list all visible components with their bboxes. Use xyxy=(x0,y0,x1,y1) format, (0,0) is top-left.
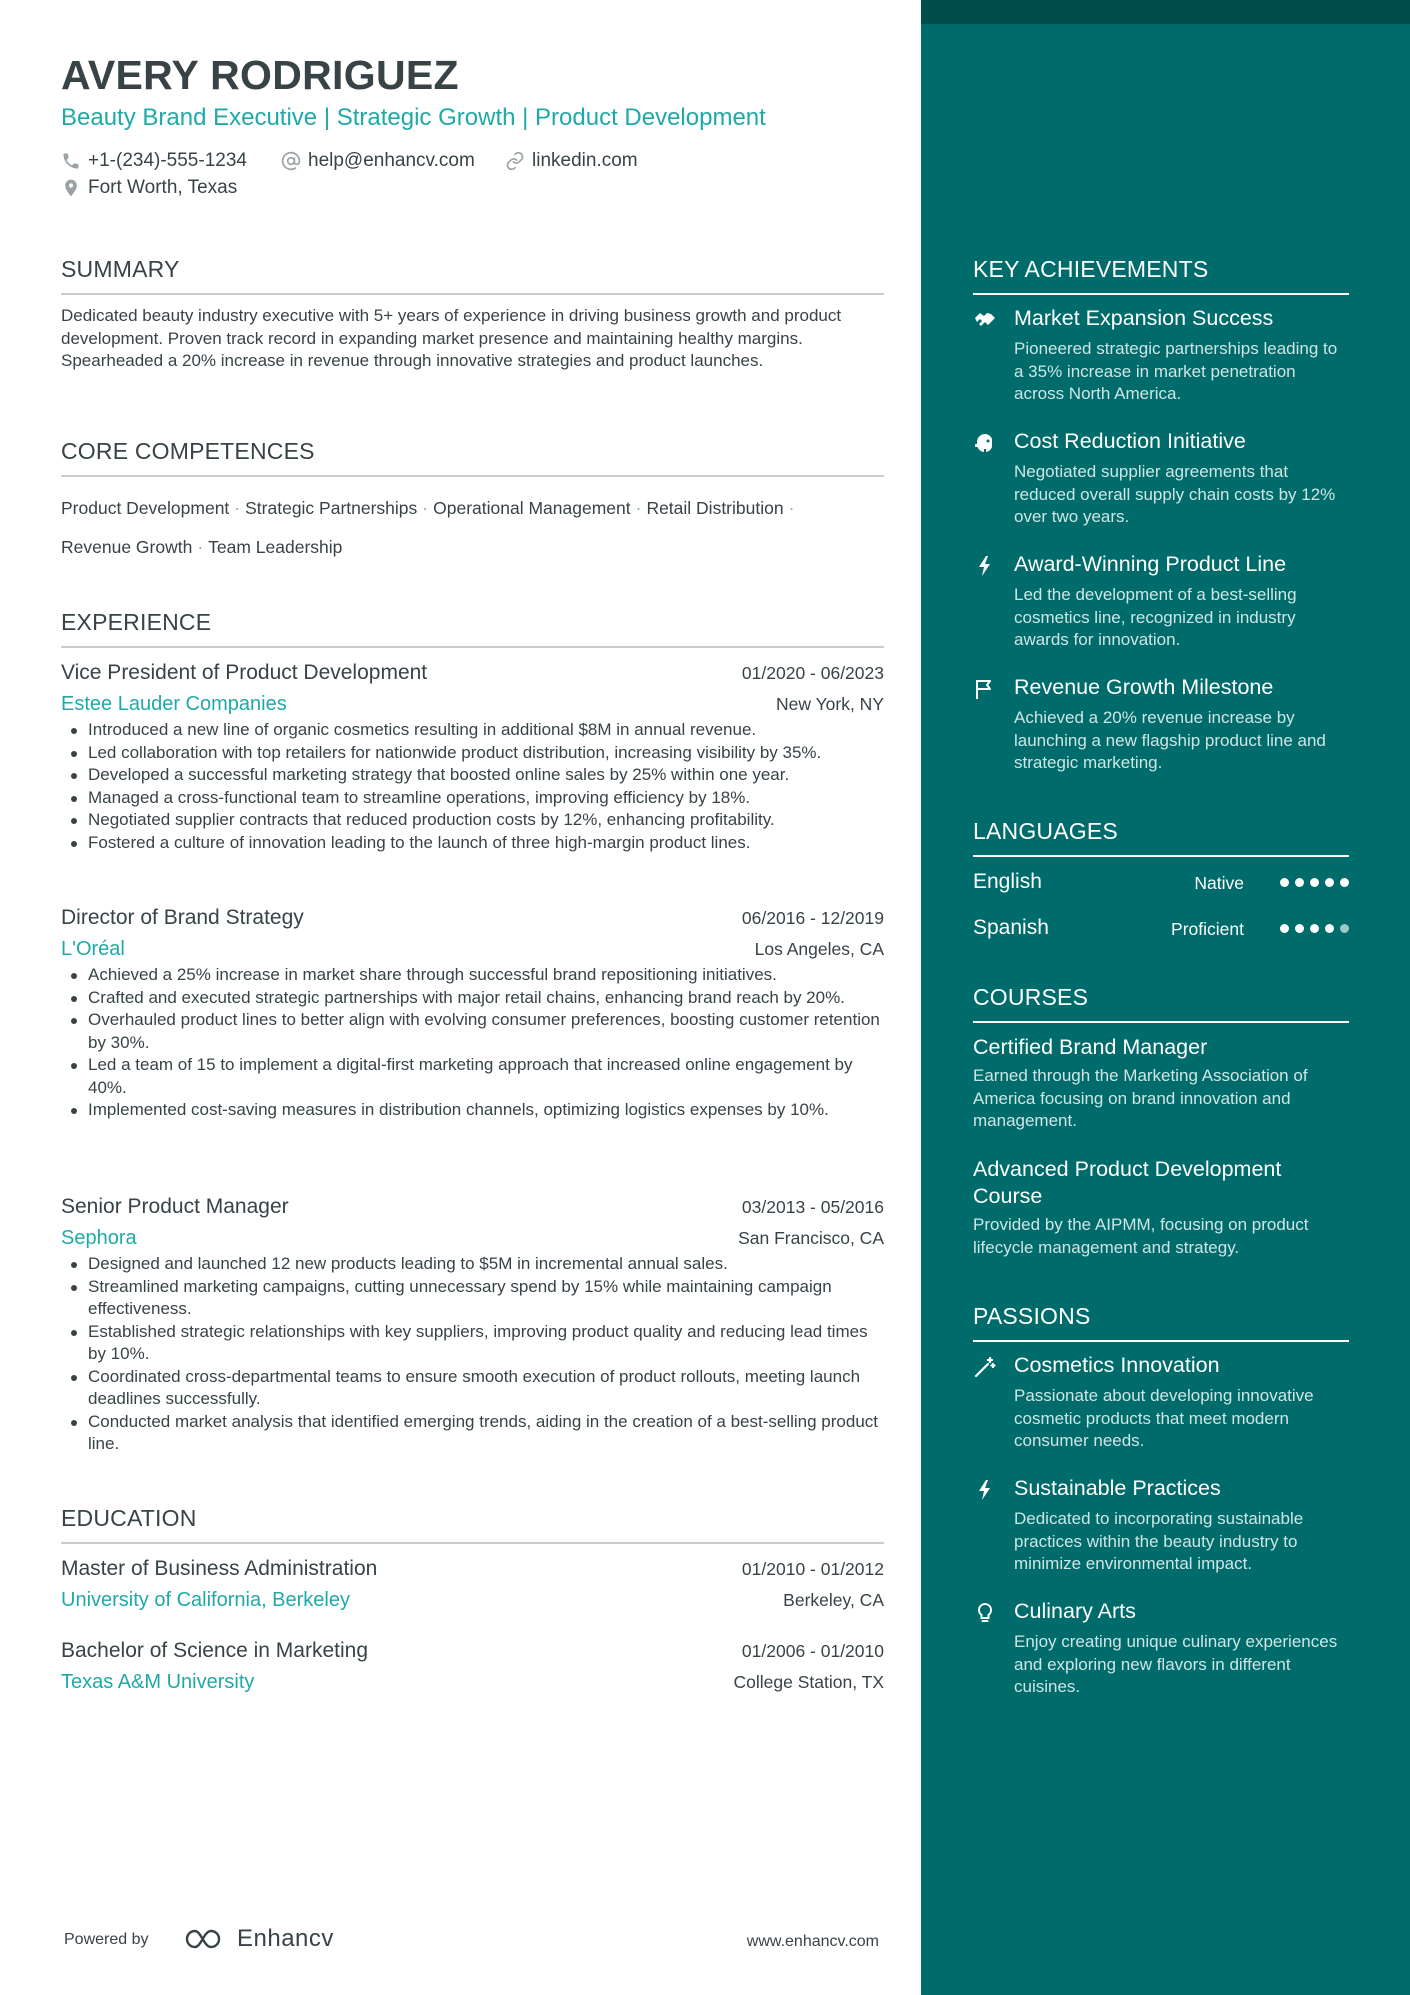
job-entry xyxy=(61,661,884,854)
courses-heading: COURSES xyxy=(973,984,1349,1023)
rating-dot xyxy=(1280,878,1289,887)
achievement-title: Market Expansion Success xyxy=(1014,306,1274,330)
summary-section xyxy=(61,256,884,373)
bullet-item: Fostered a culture of innovation leading to the launch of three high-margin product lines. xyxy=(61,832,884,855)
bullet-item: Streamlined marketing campaigns, cutting unnecessary spend by 15% while maintaining campaign effectiveness. xyxy=(61,1276,884,1321)
rating-dot xyxy=(1325,878,1334,887)
skill-item: Team Leadership xyxy=(208,537,343,557)
school-name: University of California, Berkeley xyxy=(61,1589,350,1611)
piggy-bank-icon xyxy=(973,431,997,455)
link-icon xyxy=(505,151,525,171)
passion-title: Cosmetics Innovation xyxy=(1014,1353,1220,1377)
passion-title: Culinary Arts xyxy=(1014,1599,1136,1623)
courses-section xyxy=(973,984,1349,1023)
course-item xyxy=(973,1156,1349,1259)
achievements-section xyxy=(973,256,1349,295)
languages-section xyxy=(973,818,1349,857)
passion-desc: Enjoy creating unique culinary experiences and exploring new flavors in different cuisines. xyxy=(1014,1632,1338,1696)
language-rating xyxy=(1280,878,1349,887)
language-rating xyxy=(1280,924,1349,933)
rating-dot xyxy=(1310,924,1319,933)
job-title: Senior Product Manager xyxy=(61,1195,289,1218)
skill-item: Operational Management xyxy=(433,498,631,518)
bullet-item: Designed and launched 12 new products leading to $5M in incremental annual sales. xyxy=(61,1253,884,1276)
language-item xyxy=(973,916,1349,946)
linkedin-text: linkedin.com xyxy=(532,150,638,171)
skills-list: Product Development · Strategic Partnerships · Operational Management · Retail Distribution · Revenue Growth · Team Leadership xyxy=(61,498,795,557)
bullet-item: Managed a cross-functional team to streamline operations, improving efficiency by 18%. xyxy=(61,787,884,810)
education-entry xyxy=(61,1557,884,1612)
achievement-desc: Negotiated supplier agreements that reduced overall supply chain costs by 12% over two years. xyxy=(1014,462,1336,526)
course-item xyxy=(973,1034,1349,1133)
job-company: Estee Lauder Companies xyxy=(61,693,287,715)
achievement-item xyxy=(973,306,1349,406)
school-location: College Station, TX xyxy=(733,1672,884,1692)
passions-heading: PASSIONS xyxy=(973,1303,1349,1342)
rating-dot xyxy=(1310,878,1319,887)
achievement-desc: Achieved a 20% revenue increase by launching a new flagship product line and strategic marketing. xyxy=(1014,708,1326,772)
website-link[interactable]: www.enhancv.com xyxy=(746,1933,879,1950)
phone-icon xyxy=(61,151,81,171)
job-location: New York, NY xyxy=(776,694,884,714)
bullet-item: Developed a successful marketing strategy that boosted online sales by 25% within one year. xyxy=(61,764,884,787)
contact-linkedin[interactable] xyxy=(505,150,638,172)
candidate-name: AVERY RODRIGUEZ xyxy=(61,52,459,98)
bolt-icon xyxy=(973,554,997,578)
skill-item: Retail Distribution xyxy=(646,498,784,518)
passions-section xyxy=(973,1303,1349,1342)
job-bullets xyxy=(61,1253,884,1456)
skill-item: Revenue Growth xyxy=(61,537,193,557)
language-name: Spanish xyxy=(973,916,1049,939)
course-desc: Provided by the AIPMM, focusing on product lifecycle management and strategy. xyxy=(973,1215,1309,1257)
bullet-item: Introduced a new line of organic cosmetics resulting in additional $8M in annual revenue. xyxy=(61,719,884,742)
job-company: Sephora xyxy=(61,1227,137,1249)
rating-dot xyxy=(1295,924,1304,933)
bolt-icon xyxy=(973,1478,997,1502)
language-name: English xyxy=(973,870,1042,893)
passion-item xyxy=(973,1599,1349,1699)
course-title: Certified Brand Manager xyxy=(973,1035,1208,1059)
passion-item xyxy=(973,1476,1349,1576)
handshake-icon xyxy=(973,308,997,332)
achievement-title: Award-Winning Product Line xyxy=(1014,552,1287,576)
job-bullets xyxy=(61,719,884,854)
candidate-headline: Beauty Brand Executive | Strategic Growth | Product Development xyxy=(61,104,766,131)
bullet-item: Coordinated cross-departmental teams to ensure smooth execution of product rollouts, meeting launch deadlines successfully. xyxy=(61,1366,884,1411)
passion-item xyxy=(973,1353,1349,1453)
location-text: Fort Worth, Texas xyxy=(88,177,238,198)
rating-dot xyxy=(1295,878,1304,887)
rating-dot xyxy=(1325,924,1334,933)
bullet-item: Established strategic relationships with key suppliers, improving product quality and reducing lead times by 10%. xyxy=(61,1321,884,1366)
enhancv-logo-icon xyxy=(183,1926,229,1952)
experience-heading: EXPERIENCE xyxy=(61,609,884,648)
achievement-item xyxy=(973,429,1349,529)
skill-item: Product Development xyxy=(61,498,230,518)
achievement-title: Revenue Growth Milestone xyxy=(1014,675,1274,699)
education-dates: 01/2006 - 01/2010 xyxy=(741,1641,884,1661)
experience-section xyxy=(61,609,884,648)
school-location: Berkeley, CA xyxy=(783,1590,884,1610)
job-title: Vice President of Product Development xyxy=(61,661,428,684)
degree-title: Bachelor of Science in Marketing xyxy=(61,1639,368,1662)
enhancv-logo[interactable] xyxy=(183,1925,334,1953)
competences-section xyxy=(61,438,884,567)
job-entry xyxy=(61,1195,884,1456)
bullet-item: Crafted and executed strategic partnerships with major retail chains, enhancing brand reach by 20%. xyxy=(61,987,884,1010)
rating-dot xyxy=(1340,878,1349,887)
bullet-item: Led a team of 15 to implement a digital-first marketing approach that increased online engagement by 40%. xyxy=(61,1054,884,1099)
skill-item: Strategic Partnerships xyxy=(245,498,418,518)
bullet-item: Led collaboration with top retailers for nationwide product distribution, increasing visibility by 35%. xyxy=(61,742,884,765)
magic-wand-icon xyxy=(973,1355,997,1379)
rating-dot xyxy=(1280,924,1289,933)
bullet-item: Negotiated supplier contracts that reduced production costs by 12%, enhancing profitability. xyxy=(61,809,884,832)
powered-by-label: Powered by xyxy=(64,1931,149,1948)
course-desc: Earned through the Marketing Association of America focusing on brand innovation and management. xyxy=(973,1066,1308,1130)
course-title: Advanced Product Development Course xyxy=(973,1157,1282,1208)
email-text: help@enhancv.com xyxy=(308,150,475,171)
job-bullets xyxy=(61,964,884,1122)
bullet-item: Conducted market analysis that identified emerging trends, aiding in the creation of a best-selling product line. xyxy=(61,1411,884,1456)
job-dates: 01/2020 - 06/2023 xyxy=(741,663,884,683)
language-level: Proficient xyxy=(1171,919,1244,939)
rating-dot xyxy=(1340,924,1349,933)
lightbulb-icon xyxy=(973,1601,997,1625)
job-dates: 03/2013 - 05/2016 xyxy=(741,1197,884,1217)
location-pin-icon xyxy=(61,178,81,198)
school-name: Texas A&M University xyxy=(61,1671,255,1693)
job-company: L'Oréal xyxy=(61,938,125,960)
bullet-item: Implemented cost-saving measures in distribution channels, optimizing logistics expenses by 10%. xyxy=(61,1099,884,1122)
flag-icon xyxy=(973,677,997,701)
contact-location xyxy=(61,177,237,199)
education-entry xyxy=(61,1639,884,1694)
education-heading: EDUCATION xyxy=(61,1505,884,1544)
achievement-item xyxy=(973,675,1349,775)
competences-heading: CORE COMPETENCES xyxy=(61,438,884,477)
achievement-desc: Led the development of a best-selling cosmetics line, recognized in industry awards for innovation. xyxy=(1014,585,1297,649)
job-location: San Francisco, CA xyxy=(738,1228,884,1248)
passion-desc: Passionate about developing innovative cosmetic products that meet modern consumer needs. xyxy=(1014,1386,1314,1450)
phone-text: +1-(234)-555-1234 xyxy=(88,150,247,171)
education-dates: 01/2010 - 01/2012 xyxy=(741,1559,884,1579)
bullet-item: Overhauled product lines to better align with evolving consumer preferences, boosting customer retention by 30%. xyxy=(61,1009,884,1054)
job-location: Los Angeles, CA xyxy=(754,939,884,959)
achievement-desc: Pioneered strategic partnerships leading to a 35% increase in market penetration across North America. xyxy=(1014,339,1338,403)
sidebar-top-band xyxy=(921,0,1410,24)
passion-desc: Dedicated to incorporating sustainable practices within the beauty industry to minimize environmental impact. xyxy=(1014,1509,1304,1573)
passion-title: Sustainable Practices xyxy=(1014,1476,1221,1500)
languages-heading: LANGUAGES xyxy=(973,818,1349,857)
job-dates: 06/2016 - 12/2019 xyxy=(741,908,884,928)
achievement-item xyxy=(973,552,1349,652)
at-sign-icon xyxy=(281,151,301,171)
job-title: Director of Brand Strategy xyxy=(61,906,304,929)
bullet-item: Achieved a 25% increase in market share through successful brand repositioning initiatives. xyxy=(61,964,884,987)
job-entry xyxy=(61,906,884,1122)
achievement-title: Cost Reduction Initiative xyxy=(1014,429,1246,453)
contact-phone[interactable] xyxy=(61,150,247,172)
language-level: Native xyxy=(1194,873,1244,893)
degree-title: Master of Business Administration xyxy=(61,1557,378,1580)
language-item xyxy=(973,870,1349,900)
education-section xyxy=(61,1505,884,1544)
summary-heading: SUMMARY xyxy=(61,256,884,295)
summary-text: Dedicated beauty industry executive with 5+ years of experience in driving business growth and product development. Proven track record in expanding market presence and maintaining healthy margins. Spearheaded a 20% increase in revenue through innovative strategies and product launches. xyxy=(61,306,842,370)
achievements-heading: KEY ACHIEVEMENTS xyxy=(973,256,1349,295)
enhancv-logo-text: Enhancv xyxy=(237,1925,334,1952)
contact-email[interactable] xyxy=(281,150,475,172)
